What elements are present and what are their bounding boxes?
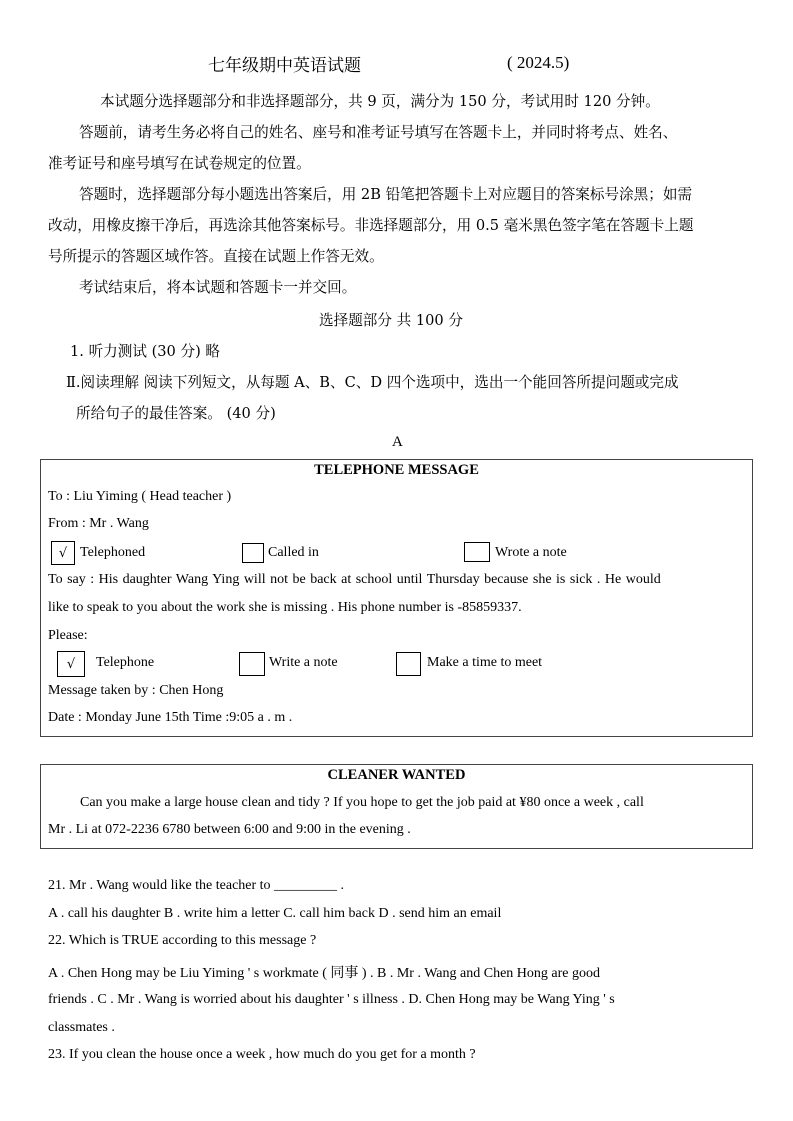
label-write-note: Write a note [269,655,338,670]
cleaner-line1: Can you make a large house clean and tidy ? If you hope to get the job paid at ¥80 once a week , call [80,795,644,810]
cleaner-wanted-heading: CLEANER WANTED [327,767,466,783]
question-22: 22. Which is TRUE according to this message ? [48,933,317,948]
checkbox-called-in[interactable] [242,543,264,563]
instruction-p3-line1: 答题时，选择题部分每小题选出答案后，用 2B 铅笔把答题卡上对应题目的答案标号涂黑；如需 [79,186,693,203]
message-to: To : Liu Yiming ( Head teacher ) [48,489,232,504]
label-called-in: Called in [268,545,319,560]
question-23: 23. If you clean the house once a week , how much do you get for a month ? [48,1047,476,1062]
to-say-line2: like to speak to you about the work she is missing . His phone number is -85859337. [48,600,522,615]
question-22-options-line3: classmates . [48,1020,115,1035]
exam-title: 七年级期中英语试题 [208,56,361,76]
section-title: 选择题部分 共 100 分 [319,312,463,329]
exam-date: ( 2024.5) [507,53,570,72]
label-telephoned: Telephoned [80,545,146,560]
instruction-p3-line2: 改动，用橡皮擦干净后，再选涂其他答案标号。非选择题部分，用 0.5 毫米黑色签字笔在答题卡上题 [48,217,694,234]
checkbox-write-note[interactable] [239,652,265,676]
instruction-p4: 考试结束后，将本试题和答题卡一并交回。 [79,279,357,296]
label-make-time: Make a time to meet [427,655,543,670]
label-wrote-note: Wrote a note [495,545,567,560]
instruction-p2-line2: 准考证号和座号填写在试卷规定的位置。 [48,155,311,172]
instruction-p3-line3: 号所提示的答题区域作答。直接在试题上作答无效。 [48,248,384,265]
part2-reading-line1: Ⅱ.阅读理解 阅读下列短文，从每题 A、B、C、D 四个选项中，选出一个能回答所提问题或完成 [66,374,679,391]
checkbox-wrote-note[interactable] [464,542,490,562]
question-22-options-line2: friends . C . Mr . Wang is worried about his daughter ' s illness . D. Chen Hong may be Wang Ying ' s [48,992,615,1007]
part2-reading-line2: 所给句子的最佳答案。 (40 分) [76,405,276,422]
checkbox-telephoned[interactable]: √ [51,541,75,565]
to-say-line1: To say : His daughter Wang Ying will not be back at school until Thursday because she is sick . He would [48,572,661,587]
message-from: From : Mr . Wang [48,516,149,531]
checkbox-telephone[interactable]: √ [57,651,85,677]
part1-listening: 1. 听力测试 (30 分) 略 [70,343,220,360]
telephone-message-heading: TELEPHONE MESSAGE [314,462,479,478]
question-21-options: A . call his daughter B . write him a letter C. call him back D . send him an email [48,906,502,921]
message-date-time: Date : Monday June 15th Time :9:05 a . m . [48,710,293,725]
question-21: 21. Mr . Wang would like the teacher to _________ . [48,878,345,893]
question-22-options-line1: A . Chen Hong may be Liu Yiming ' s workmate ( 同事 ) . B . Mr . Wang and Chen Hong are good [48,966,600,981]
instruction-p1: 本试题分选择题部分和非选择题部分，共 9 页，满分为 150 分，考试用时 120 分钟。 [100,93,660,110]
cleaner-line2: Mr . Li at 072-2236 6780 between 6:00 and 9:00 in the evening . [48,822,411,837]
message-taken-by: Message taken by : Chen Hong [48,683,224,698]
passage-label: A [392,434,403,450]
checkbox-make-time[interactable] [396,652,421,676]
label-telephone: Telephone [96,655,155,670]
please-label: Please: [48,628,88,643]
instruction-p2-line1: 答题前，请考生务必将自己的姓名、座号和准考证号填写在答题卡上，并同时将考点、姓名、 [79,124,678,141]
